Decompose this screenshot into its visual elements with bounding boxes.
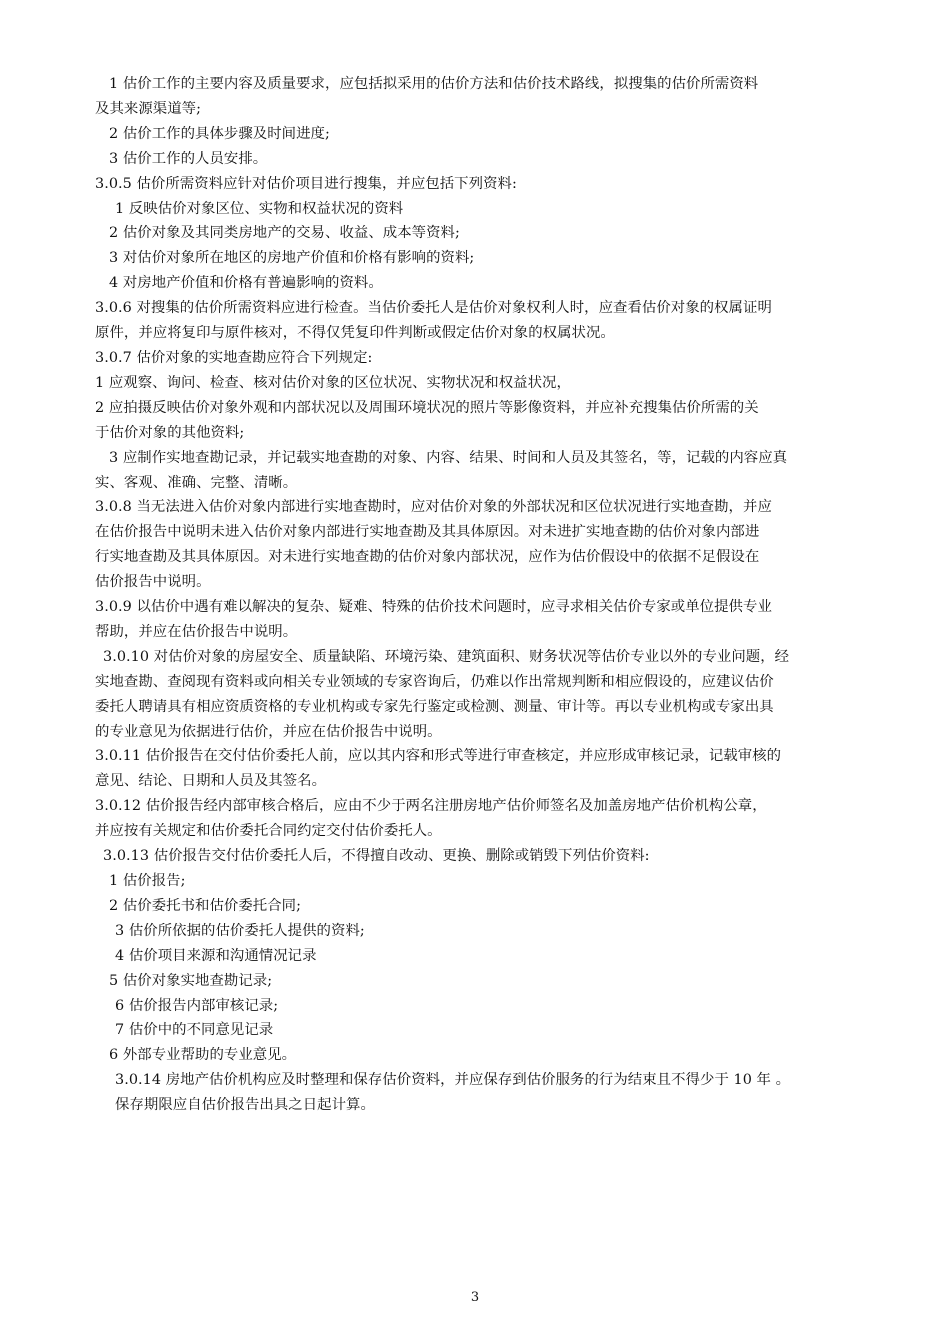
section-heading-3-0-12: 3.0.12 估价报告经内部审核合格后，应由不少于两名注册房地产估价师签名及加盖房地产估价机构公章， [95, 798, 767, 815]
document-body [95, 72, 875, 1118]
text-line: 1 估价工作的主要内容及质量要求，应包括拟采用的估价方法和估价技术路线，拟搜集的估价所需资料 [109, 76, 759, 92]
text-line: 4 对房地产价值和价格有普遍影响的资料。 [109, 275, 383, 292]
list-item: 7 估价中的不同意见记录 [115, 1022, 274, 1039]
text-line: 帮助，并应在估价报告中说明。 [95, 623, 298, 640]
text-line: 保存期限应自估价报告出具之日起计算。 [115, 1097, 375, 1114]
section-heading-3-0-7: 3.0.7 估价对象的实地查勘应符合下列规定: [95, 349, 373, 366]
section-heading-3-0-6: 3.0.6 对搜集的估价所需资料应进行检查。当估价委托人是估价对象权利人时，应查看估价对象的权属证明 [95, 300, 772, 317]
section-heading-3-0-8: 3.0.8 当无法进入估价对象内部进行实地查勘时，应对估价对象的外部状况和区位状况进行实地查勘，并应 [95, 499, 772, 516]
text-line: 并应按有关规定和估价委托合同约定交付估价委托人。 [95, 823, 442, 840]
section-heading-3-0-9: 3.0.9 以估价中遇有难以解决的复杂、疑难、特殊的估价技术问题时，应寻求相关估价专家或单位提供专业 [95, 599, 772, 616]
list-item: 4 估价项目来源和沟通情况记录 [115, 947, 317, 964]
text-line: 于估价对象的其他资料; [95, 424, 245, 441]
text-line: 意见、结论、日期和人员及其签名。 [95, 773, 327, 790]
text-line: 委托人聘请具有相应资质资格的专业机构或专家先行鉴定或检测、测量、审计等。再以专业机构或专家出具 [95, 698, 774, 715]
text-line: 在估价报告中说明未进入估价对象内部进行实地查勘及其具体原因。对未进扩实地查勘的估价对象内部进 [95, 524, 760, 541]
list-item: 6 外部专业帮助的专业意见。 [109, 1047, 297, 1064]
text-line: 1 应观察、询问、检查、核对估价对象的区位状况、实物状况和权益状况， [95, 374, 571, 391]
section-heading-3-0-11: 3.0.11 估价报告在交付估价委托人前，应以其内容和形式等进行审查核定，并应形成审核记录，记载审核的 [95, 748, 782, 765]
text-line: 2 应拍摄反映估价对象外观和内部状况以及周围环境状况的照片等影像资料，并应补充搜集估价所需的关 [95, 399, 759, 416]
text-line: 1 反映估价对象区位、实物和权益状况的资料 [115, 200, 404, 217]
section-heading-3-0-10: 3.0.10 对估价对象的房屋安全、质量缺陷、环境污染、建筑面积、财务状况等估价专业以外的专业问题，经 [103, 648, 790, 665]
text-line: 行实地查勘及其具体原因。对未进行实地查勘的估价对象内部状况，应作为估价假设中的依据不足假设在 [95, 549, 760, 566]
list-item: 3 估价所依据的估价委托人提供的资料; [115, 922, 365, 939]
text-line: 原件，并应将复印与原件核对，不得仅凭复印件判断或假定估价对象的权属状况。 [95, 325, 615, 342]
page-number: 3 [470, 1290, 480, 1305]
text-line: 2 估价对象及其同类房地产的交易、收益、成本等资料; [109, 225, 460, 242]
list-item: 2 估价委托书和估价委托合同; [109, 897, 302, 914]
section-heading-3-0-14: 3.0.14 房地产估价机构应及时整理和保存估价资料，并应保存到估价服务的行为结束且不得少于 10 年 。 [115, 1072, 791, 1089]
section-heading-3-0-5: 3.0.5 估价所需资料应针对估价项目进行搜集，并应包括下列资料: [95, 175, 517, 192]
text-line: 实地查勘、查阅现有资料或向相关专业领域的专家咨询后，仍难以作出常规判断和相应假设的，应建议估价 [95, 673, 774, 690]
list-item: 1 估价报告; [109, 873, 186, 889]
text-line: 3 应制作实地查勘记录，并记载实地查勘的对象、内容、结果、时间和人员及其签名，等，记载的内容应真 [109, 449, 788, 466]
text-line: 实、客观、准确、完整、清晰。 [95, 474, 298, 491]
text-line: 估价报告中说明。 [95, 574, 211, 591]
text-line: 3 估价工作的人员安排。 [109, 150, 268, 167]
section-heading-3-0-13: 3.0.13 估价报告交付估价委托人后，不得擅自改动、更换、删除或销毁下列估价资料: [103, 848, 650, 865]
text-line: 及其来源渠道等; [95, 100, 201, 117]
text-line: 2 估价工作的具体步骤及时间进度; [109, 125, 330, 142]
text-line: 的专业意见为依据进行估价，并应在估价报告中说明。 [95, 723, 442, 740]
text-line: 3 对估价对象所在地区的房地产价值和价格有影响的资料; [109, 250, 475, 267]
list-item: 5 估价对象实地查勘记录; [109, 972, 273, 989]
list-item: 6 估价报告内部审核记录; [115, 997, 279, 1014]
